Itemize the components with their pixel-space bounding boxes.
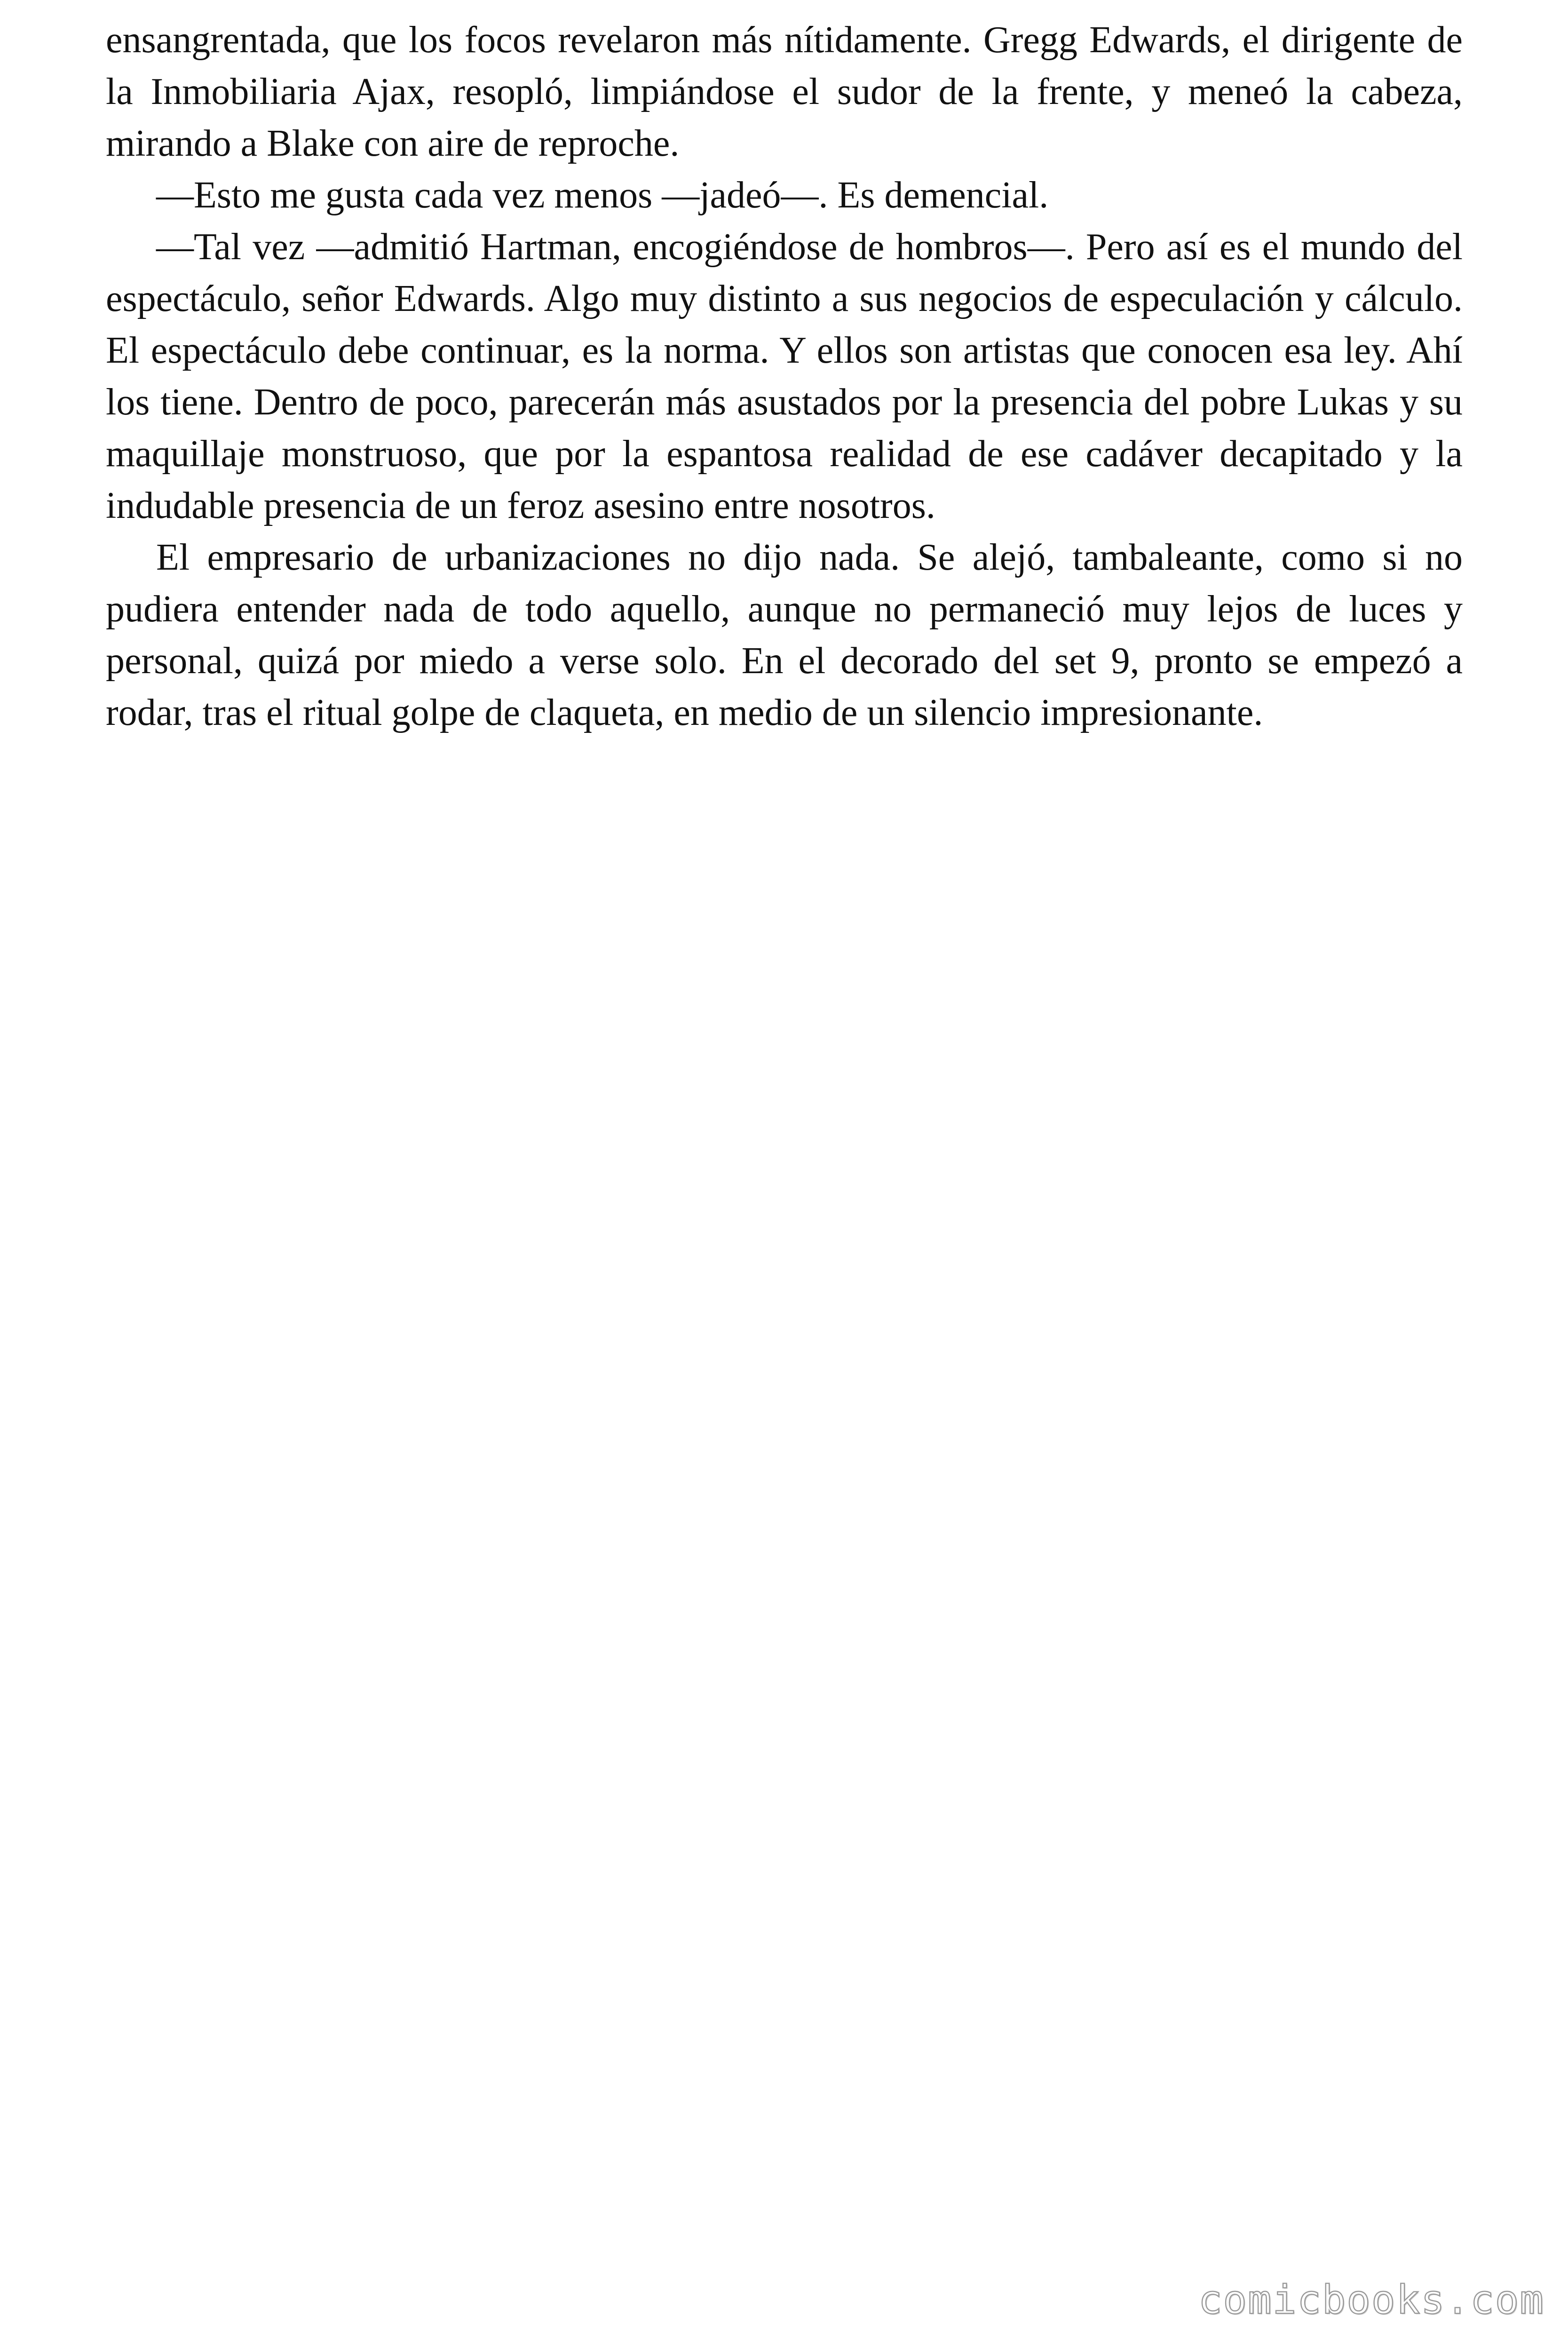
paragraph-dialogue-edwards: —Esto me gusta cada vez menos —jadeó—. Es demencial. xyxy=(156,175,1049,216)
paragraph-continuation: ensangrentada, que los focos revelaron más nítidamente. Gregg Edwards, el dirigente de la Inmobiliaria Ajax, resopló, limpiándose el sudor de la frente, y meneó la cabeza, mirando a Blake con aire de reproche. xyxy=(106,19,1463,164)
paragraph-narration: El empresario de urbanizaciones no dijo nada. Se alejó, tambaleante, como si no pudiera entender nada de todo aquello, aunque no permaneció muy lejos de luces y personal, quizá por miedo a verse solo. En el decorado del set 9, pronto se empezó a rodar, tras el ritual golpe de claqueta, en medio de un silencio impresionante. xyxy=(106,537,1463,733)
body-text xyxy=(106,14,1463,739)
paragraph-dialogue-hartman: —Tal vez —admitió Hartman, encogiéndose de hombros—. Pero así es el mundo del espectáculo, señor Edwards. Algo muy distinto a sus negocios de especulación y cálculo. El espectáculo debe continuar, es la norma. Y ellos son artistas que conocen esa ley. Ahí los tiene. Dentro de poco, parecerán más asustados por la presencia del pobre Lukas y su maquillaje monstruoso, que por la espantosa realidad de ese cadáver decapitado y la indudable presencia de un feroz asesino entre nosotros. xyxy=(106,226,1463,526)
watermark-logo: comicbooks.com xyxy=(1198,2277,1544,2323)
